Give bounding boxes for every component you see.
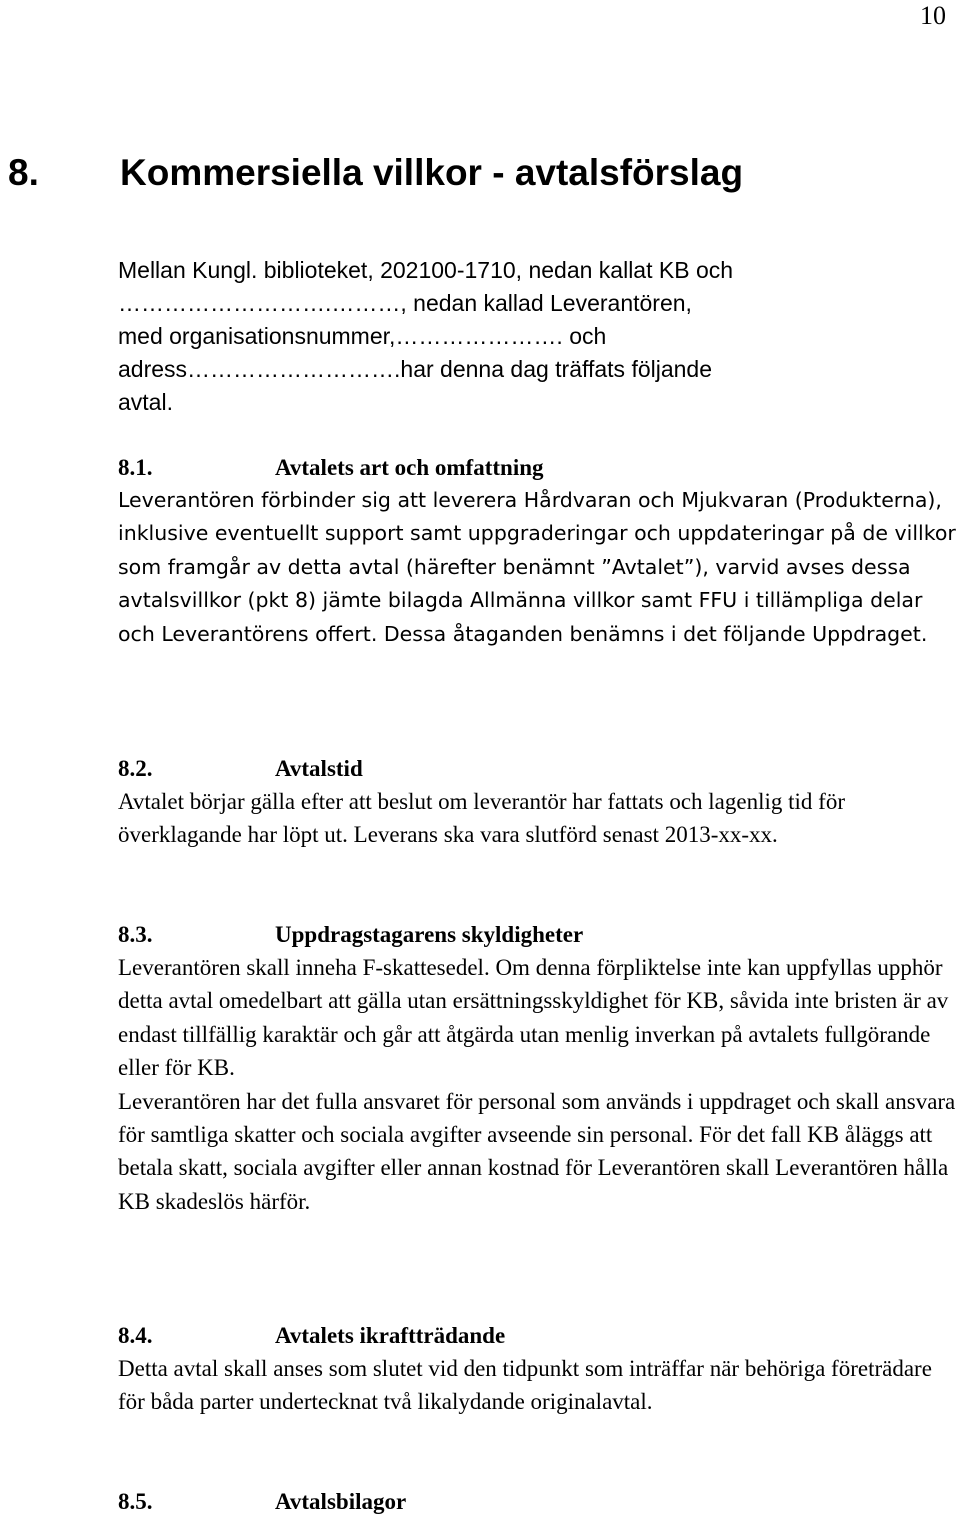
section-paragraph: Avtalet börjar gälla efter att beslut om leverantör har fattats och lagenlig tid för överklagande har löpt ut. Leverans ska vara slutförd senast 2013-xx-xx. (118, 789, 845, 848)
intro-line: Mellan Kungl. biblioteket, 202100-1710, nedan kallat KB och (118, 257, 734, 283)
intro-line: adress……………………….har denna dag träffats följande (118, 356, 713, 382)
section-heading (118, 752, 958, 785)
section-paragraph: Leverantören förbinder sig att leverera Hårdvaran och Mjukvaran (Produkterna), inklusive eventuellt support samt uppgraderingar och uppdateringar på de villkor som framgår av detta avtal (härefter benämnt ”Avtalet”), varvid avses dessa avtalsvillkor (pkt 8) jämte bilagda Allmänna villkor samt FFU i tillämpliga delar och Leverantörens offert. Dessa åtaganden benämns i det följande Uppdraget. (118, 488, 956, 646)
section-number: 8.1. (118, 455, 153, 480)
section-number: 8.5. (118, 1489, 153, 1514)
chapter-heading (8, 150, 743, 196)
intro-line: ……………………….………, nedan kallad Leverantören, (118, 290, 692, 316)
section-title: Avtalets ikraftträdande (275, 1323, 506, 1348)
section-title: Avtalsbilagor (275, 1489, 407, 1514)
section-8-2 (118, 752, 958, 852)
section-paragraph: Leverantören har det fulla ansvaret för personal som används i uppdraget och skall ansvara för samtliga skatter och sociala avgifter avseende sin personal. För det fall KB åläggs att betala skatt, sociala avgifter eller annan kostnad för Leverantören skall Leverantören hålla KB skadeslös härför. (118, 1088, 956, 1214)
section-title: Avtalets art och omfattning (275, 455, 544, 480)
section-number: 8.3. (118, 922, 153, 947)
section-heading (118, 1319, 958, 1352)
section-8-1 (118, 451, 958, 651)
section-number: 8.2. (118, 756, 153, 781)
intro-line: med organisationsnummer,…………………. och (118, 323, 607, 349)
page-number: 10 (920, 1, 946, 30)
intro-line: avtal. (118, 389, 173, 415)
section-heading (118, 1485, 958, 1518)
chapter-title: Kommersiella villkor - avtalsförslag (120, 152, 744, 193)
section-8-3 (118, 918, 958, 1218)
chapter-number: 8. (8, 152, 39, 193)
section-heading (118, 918, 958, 951)
section-number: 8.4. (118, 1323, 153, 1348)
section-8-4 (118, 1319, 958, 1419)
section-heading (118, 451, 958, 484)
intro-block (118, 254, 918, 419)
section-paragraph: Leverantören skall inneha F-skattesedel. Om denna förpliktelse inte kan uppfyllas upphör detta avtal omedelbart att gälla utan ersättningsskyldighet för KB, såvida inte bristen är av endast tillfällig karaktär och går att åtgärda utan menlig inverkan på avtalets fullgörande eller för KB. (118, 955, 949, 1081)
section-8-5 (118, 1485, 958, 1518)
section-title: Uppdragstagarens skyldigheter (275, 922, 584, 947)
section-paragraph: Detta avtal skall anses som slutet vid den tidpunkt som inträffar när behöriga företrädare för båda parter undertecknat två likalydande originalavtal. (118, 1356, 932, 1415)
section-title: Avtalstid (275, 756, 363, 781)
